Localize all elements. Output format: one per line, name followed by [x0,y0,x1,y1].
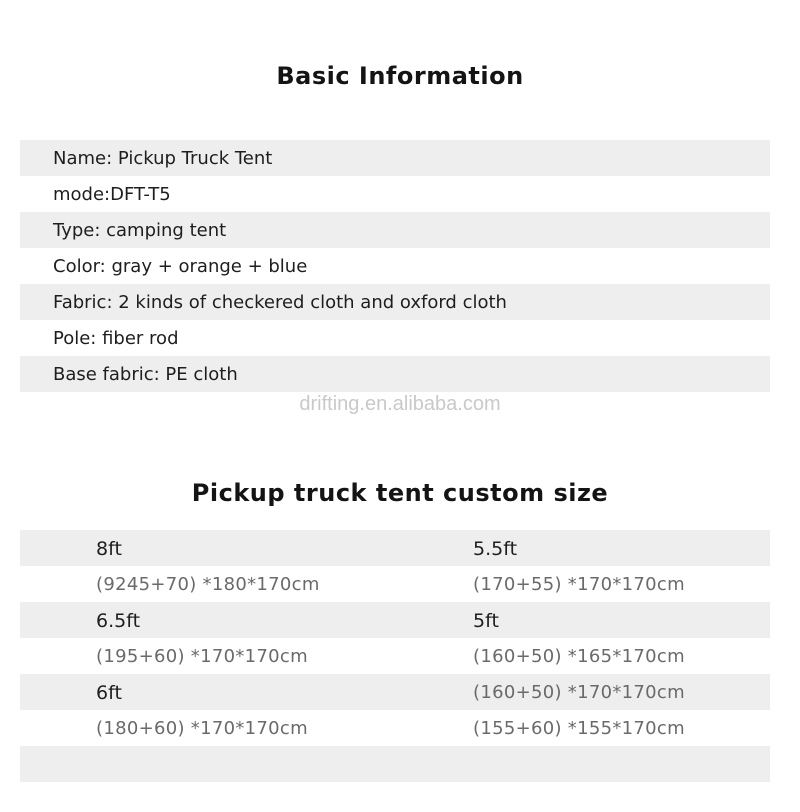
size-dimensions-6-5ft: (195+60) *170*170cm [96,646,308,667]
custom-size-title: Pickup truck tent custom size [191,479,609,507]
size-row [20,602,770,638]
size-row [20,638,770,674]
size-label-8ft: 8ft [96,538,122,560]
size-dimensions-5ft: (160+50) *165*170cm [473,646,685,667]
size-label-6-5ft: 6.5ft [96,610,141,632]
size-dimensions-8ft: (9245+70) *180*170cm [96,574,320,595]
info-row-type: Type: camping tent [20,212,770,248]
size-label-5ft: 5ft [473,610,499,632]
size-label-5-5ft: 5.5ft [473,538,518,560]
size-dimensions-extra: (155+60) *155*170cm [473,718,685,739]
info-row-pole: Pole: fiber rod [53,328,179,349]
size-row [20,710,770,746]
size-row [20,530,770,566]
custom-size-table [20,530,770,782]
info-row-model: mode:DFT-T5 [53,184,171,205]
info-row-color: Color: gray + orange + blue [53,256,308,277]
size-label-6ft: 6ft [96,682,122,704]
info-row-name: Name: Pickup Truck Tent [20,140,770,176]
size-dimensions-6ft: (180+60) *170*170cm [96,718,308,739]
size-dimensions-5-5ft: (170+55) *170*170cm [473,574,685,595]
basic-info-table [20,140,770,392]
size-dimensions-5ft-alt: (160+50) *170*170cm [473,682,685,703]
basic-info-title: Basic Information [276,62,524,90]
info-row-fabric: Fabric: 2 kinds of checkered cloth and oxford cloth [20,284,770,320]
info-row-base-fabric: Base fabric: PE cloth [20,356,770,392]
size-row [20,674,770,710]
size-row [20,566,770,602]
size-row-empty [20,746,770,782]
watermark: drifting.en.alibaba.com [299,393,501,415]
